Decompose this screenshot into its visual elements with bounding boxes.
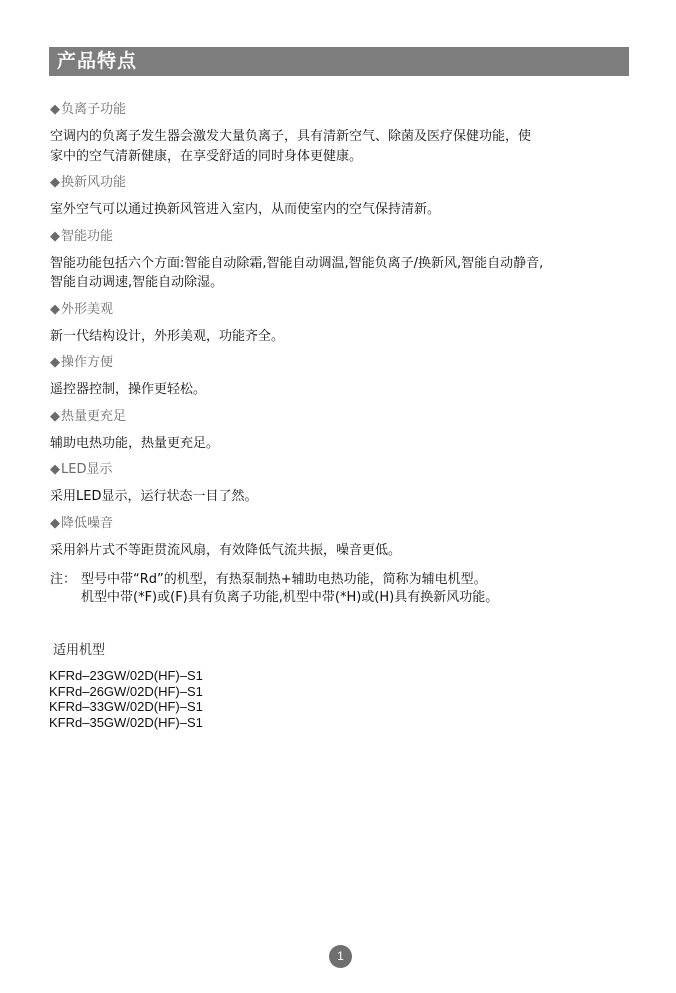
diamond-icon: ◆ (50, 408, 60, 424)
diamond-icon: ◆ (50, 175, 60, 190)
feature-operation (50, 352, 620, 400)
diamond-icon: ◆ (50, 515, 60, 531)
feature-desc: 采用斜片式不等距贯流风扇，有效降低气流共振，噪音更低。 (50, 542, 402, 558)
model-item: KFRd–23GW/02D(HF)–S1 (49, 668, 203, 683)
section-title: 产品特点 (57, 50, 138, 72)
feature-title: ◆热量更充足 (50, 408, 127, 424)
feature-desc: 室外空气可以通过换新风管进入室内，从而使室内的空气保持清新。 (50, 202, 441, 217)
feature-title: ◆智能功能 (50, 228, 114, 244)
diamond-icon: ◆ (50, 301, 60, 317)
feature-title: ◆LED显示 (50, 462, 113, 477)
feature-noise (50, 513, 620, 561)
feature-fresh-air (50, 172, 620, 220)
diamond-icon: ◆ (50, 355, 60, 370)
section-header (49, 47, 629, 76)
feature-title: ◆降低噪音 (50, 515, 114, 531)
models-list (49, 668, 203, 730)
feature-title: ◆操作方便 (50, 355, 114, 370)
feature-led (50, 459, 620, 507)
note-line: 机型中带(*F)或(F)具有负离子功能,机型中带(*H)或(H)具有换新风功能。 (81, 590, 499, 605)
feature-desc: 遥控器控制，操作更轻松。 (50, 382, 207, 397)
page-number: 1 (329, 945, 352, 968)
note-line: 型号中带“Rd”的机型，有热泵制热+辅助电热功能，简称为辅电机型。 (81, 572, 487, 587)
feature-title: ◆负离子功能 (50, 102, 127, 117)
diamond-icon: ◆ (50, 462, 60, 477)
features-list (50, 99, 620, 566)
diamond-icon: ◆ (50, 228, 60, 244)
feature-title: ◆外形美观 (50, 301, 114, 317)
feature-title: ◆换新风功能 (50, 175, 127, 190)
feature-heating (50, 406, 620, 454)
feature-desc: 辅助电热功能，热量更充足。 (50, 435, 220, 451)
feature-appearance (50, 299, 620, 347)
feature-desc: 空调内的负离子发生器会激发大量负离子，具有清新空气、除菌及医疗保健功能，使 家中的空气清新健康，在享受舒适的同时身体更健康。 (50, 129, 532, 164)
feature-smart (50, 226, 620, 293)
model-item: KFRd–33GW/02D(HF)–S1 (49, 699, 203, 714)
feature-desc: 智能功能包括六个方面:智能自动除霜,智能自动调温,智能负离子/换新风,智能自动静音, 智能自动调速,智能自动除湿。 (50, 255, 544, 290)
feature-anion (50, 99, 620, 166)
feature-desc: 新一代结构设计，外形美观，功能齐全。 (50, 328, 285, 344)
diamond-icon: ◆ (50, 102, 60, 117)
note-block (50, 571, 630, 607)
feature-desc: 采用LED显示，运行状态一目了然。 (50, 489, 258, 504)
note-label: 注： (50, 572, 77, 587)
models-title: 适用机型 (53, 643, 106, 658)
model-item: KFRd–35GW/02D(HF)–S1 (49, 714, 203, 730)
model-item: KFRd–26GW/02D(HF)–S1 (49, 683, 203, 699)
